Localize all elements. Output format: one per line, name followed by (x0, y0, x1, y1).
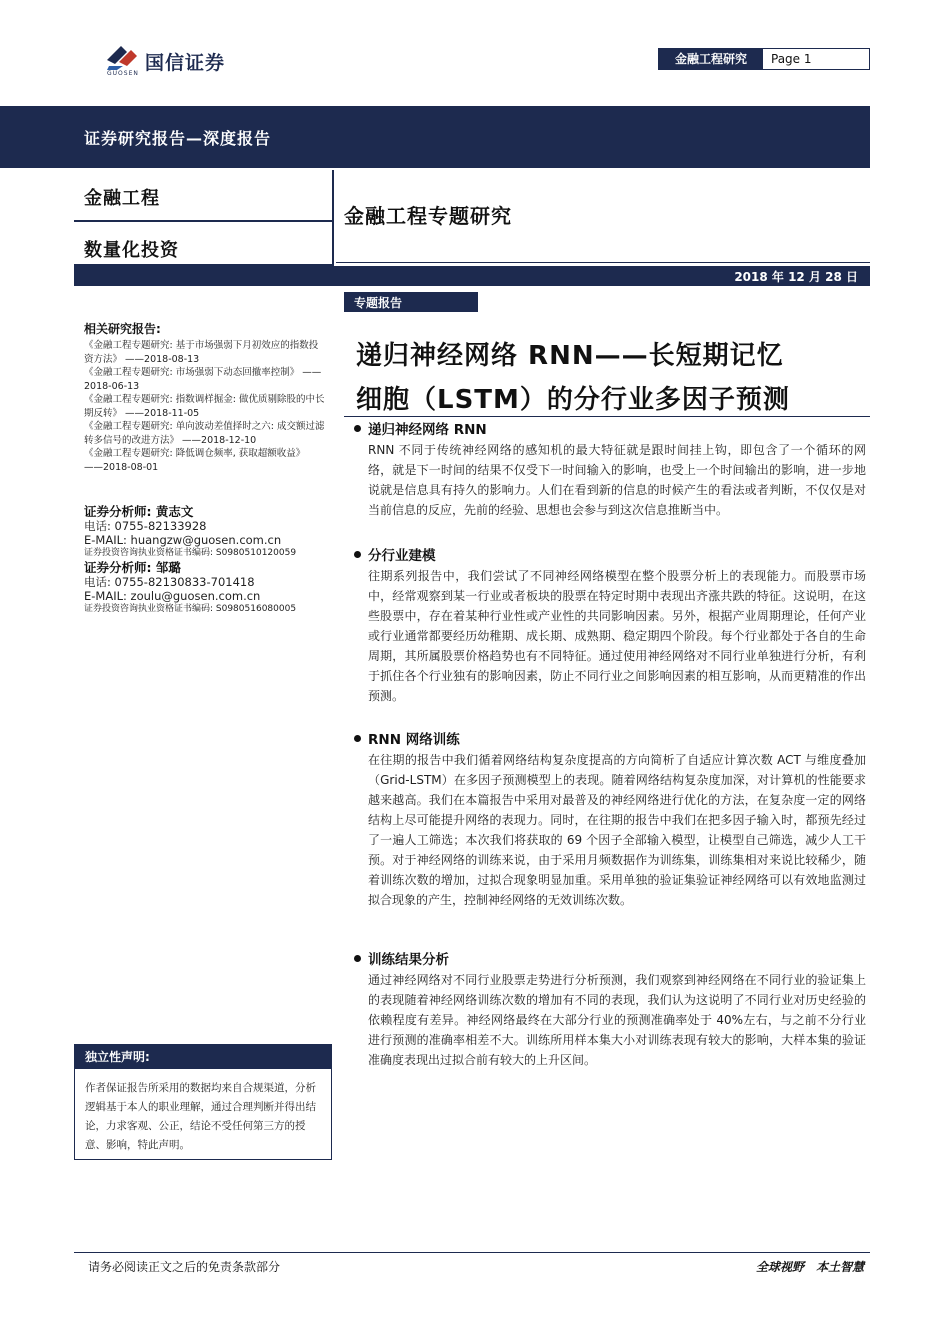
analyst-phone: 电话: 0755-82130833-701418 (84, 575, 255, 589)
related-report-item[interactable]: 《金融工程专题研究: 基于市场强弱下月初效应的指数投资方法》 ——2018-08-13 (84, 340, 319, 365)
page-number: Page 1 (771, 52, 812, 66)
bullet-icon (354, 955, 361, 962)
section-heading: RNN 网络训练 (354, 730, 866, 750)
bullet-icon (354, 735, 361, 742)
analyst-heading: 证券分析师: 邹璐 (84, 560, 181, 575)
report-tag-label: 专题报告 (354, 296, 403, 310)
analyst-phone: 电话: 0755-82133928 (84, 519, 207, 533)
footer-slogan: 全球视野 本土智慧 (756, 1260, 865, 1274)
logo-name: 国信证券 (145, 52, 226, 74)
bullet-icon (354, 551, 361, 558)
section-rnn-training (354, 730, 866, 910)
related-report-item[interactable]: 《金融工程专题研究: 市场强弱下动态回撤率控制》 ——2018-06-13 (84, 367, 322, 392)
category-secondary-label: 数量化投资 (84, 240, 179, 261)
related-report-item[interactable]: 《金融工程专题研究: 降低调仓频率, 获取超额收益》 ——2018-08-01 (84, 448, 306, 473)
bullet-icon (354, 425, 361, 432)
report-type-banner (0, 106, 870, 168)
date-bar (74, 266, 870, 286)
footer-disclaimer: 请务必阅读正文之后的免责条款部分 (88, 1260, 281, 1274)
section-heading: 分行业建模 (354, 546, 866, 566)
analyst-card (84, 504, 334, 560)
related-reports (84, 320, 326, 474)
analyst-heading: 证券分析师: 黄志文 (84, 504, 194, 519)
category-primary-label: 金融工程 (84, 188, 160, 209)
section-body: RNN 不同于传统神经网络的感知机的最大特征就是跟时间挂上钩，即包含了一个循环的网络，就是下一时间的结果不仅受下一时间输入的影响，也受上一个时间输出的影响，进一步地说就是信息具有持久的影响力。人们在看到新的信息的时候产生的看法或者判断，不仅仅是对当前信息的反应，先前的经验、思想也会参与到这次信息推断当中。 (368, 443, 866, 517)
footer-divider (74, 1252, 870, 1253)
section-rnn (354, 420, 866, 520)
report-type-title: 证券研究报告—深度报告 (84, 129, 272, 148)
related-report-item[interactable]: 《金融工程专题研究: 指数调样掘金: 做优质剔除股的中长期反转》 ——2018-11-05 (84, 394, 325, 419)
section-industry-modeling (354, 546, 866, 706)
header-divider (336, 262, 870, 263)
related-reports-heading: 相关研究报告: (84, 322, 161, 336)
section-label: 金融工程研究 (659, 49, 763, 69)
report-tag (344, 292, 478, 312)
analyst-cert: 证券投资咨询执业资格证书编码: S0980516080005 (84, 604, 297, 614)
page-indicator (658, 48, 870, 70)
category-secondary (74, 222, 334, 266)
analyst-card (84, 560, 334, 616)
section-training-results (354, 950, 866, 1070)
section-body: 往期系列报告中，我们尝试了不同神经网络模型在整个股票分析上的表现能力。而股票市场中，经常观察到某一行业或者板块的股票在特定时期中表现出齐涨共跌的特征。这说明，在这些股票中，存在着某种行业性或产业性的共同影响因素。另外，根据产业周期理论，任何产业或行业通常都要经历幼稚期、成长期、成熟期、稳定期四个阶段。每个行业都处于各自的生命周期，其所属股票价格趋势也有不同特征。通过使用神经网络对不同行业单独进行分析，有利于抓住各个行业独有的影响因素，防止不同行业之间影响因素的相互影响，从而更精准的作出预测。 (368, 569, 866, 703)
related-report-item[interactable]: 《金融工程专题研究: 单向波动差值择时之六: 成交额过滤转多信号的改进方法》 ——2018-12-10 (84, 421, 325, 446)
section-heading: 递归神经网络 RNN (354, 420, 866, 440)
title-divider (344, 416, 870, 417)
section-body: 在往期的报告中我们循着网络结构复杂度提高的方向简析了自适应计算次数 ACT 与维度叠加（Grid-LSTM）在多因子预测模型上的表现。随着网络结构复杂度加深，对计算机的性能要求越来越高。我们在本篇报告中采用对最普及的神经网络进行优化的方法，在复杂度一定的网络结构上尽可能提升网络的表现力。同时，在往期的报告中我们在把多因子输入时，都预先经过了一遍人工筛选；本次我们将获取的 69 个因子全部输入模型，让模型自己筛选，减少人工干预。对于神经网络的训练来说，由于采用月频数据作为训练集，训练集相对来说比较稀少，随着训练次数的增加，过拟合现象明显加重。采用单独的验证集验证神经网络可以有效地监测过拟合现象的产生，控制神经网络的无效训练次数。 (368, 753, 866, 907)
logo-emblem-icon (105, 42, 141, 70)
category-primary (74, 170, 334, 222)
series-title: 金融工程专题研究 (344, 204, 512, 228)
section-body: 通过神经网络对不同行业股票走势进行分析预测，我们观察到神经网络在不同行业的验证集上的表现随着神经网络训练次数的增加有不同的表现，我们认为这说明了不同行业对历史经验的依赖程度有差异。神经网络最终在大部分行业的预测准确率处于 40%左右，与之前不分行业进行预测的准确率相差不大。训练所用样本集大小对训练表现有较大的影响，大样本集的验证准确度表现出过拟合前有较大的上升区间。 (368, 973, 866, 1067)
declaration-heading: 独立性声明: (75, 1045, 331, 1069)
main-title-line1: 递归神经网络 RNN——长短期记忆 (356, 341, 784, 371)
analyst-cert: 证券投资咨询执业资格证书编码: S0980510120059 (84, 548, 297, 558)
main-title (356, 334, 866, 422)
logo-subtitle: GUOSEN (107, 70, 139, 77)
report-date: 2018 年 12 月 28 日 (734, 270, 858, 284)
analyst-email[interactable]: E-MAIL: zoulu@guosen.com.cn (84, 588, 261, 603)
independence-declaration (74, 1044, 332, 1160)
main-title-line2: 细胞（LSTM）的分行业多因子预测 (356, 385, 790, 415)
section-heading: 训练结果分析 (354, 950, 866, 970)
declaration-text: 作者保证报告所采用的数据均来自合规渠道，分析逻辑基于本人的职业理解，通过合理判断并得出结论，力求客观、公正，结论不受任何第三方的授意、影响，特此声明。 (85, 1082, 316, 1151)
analyst-email[interactable]: E-MAIL: huangzw@guosen.com.cn (84, 532, 282, 547)
